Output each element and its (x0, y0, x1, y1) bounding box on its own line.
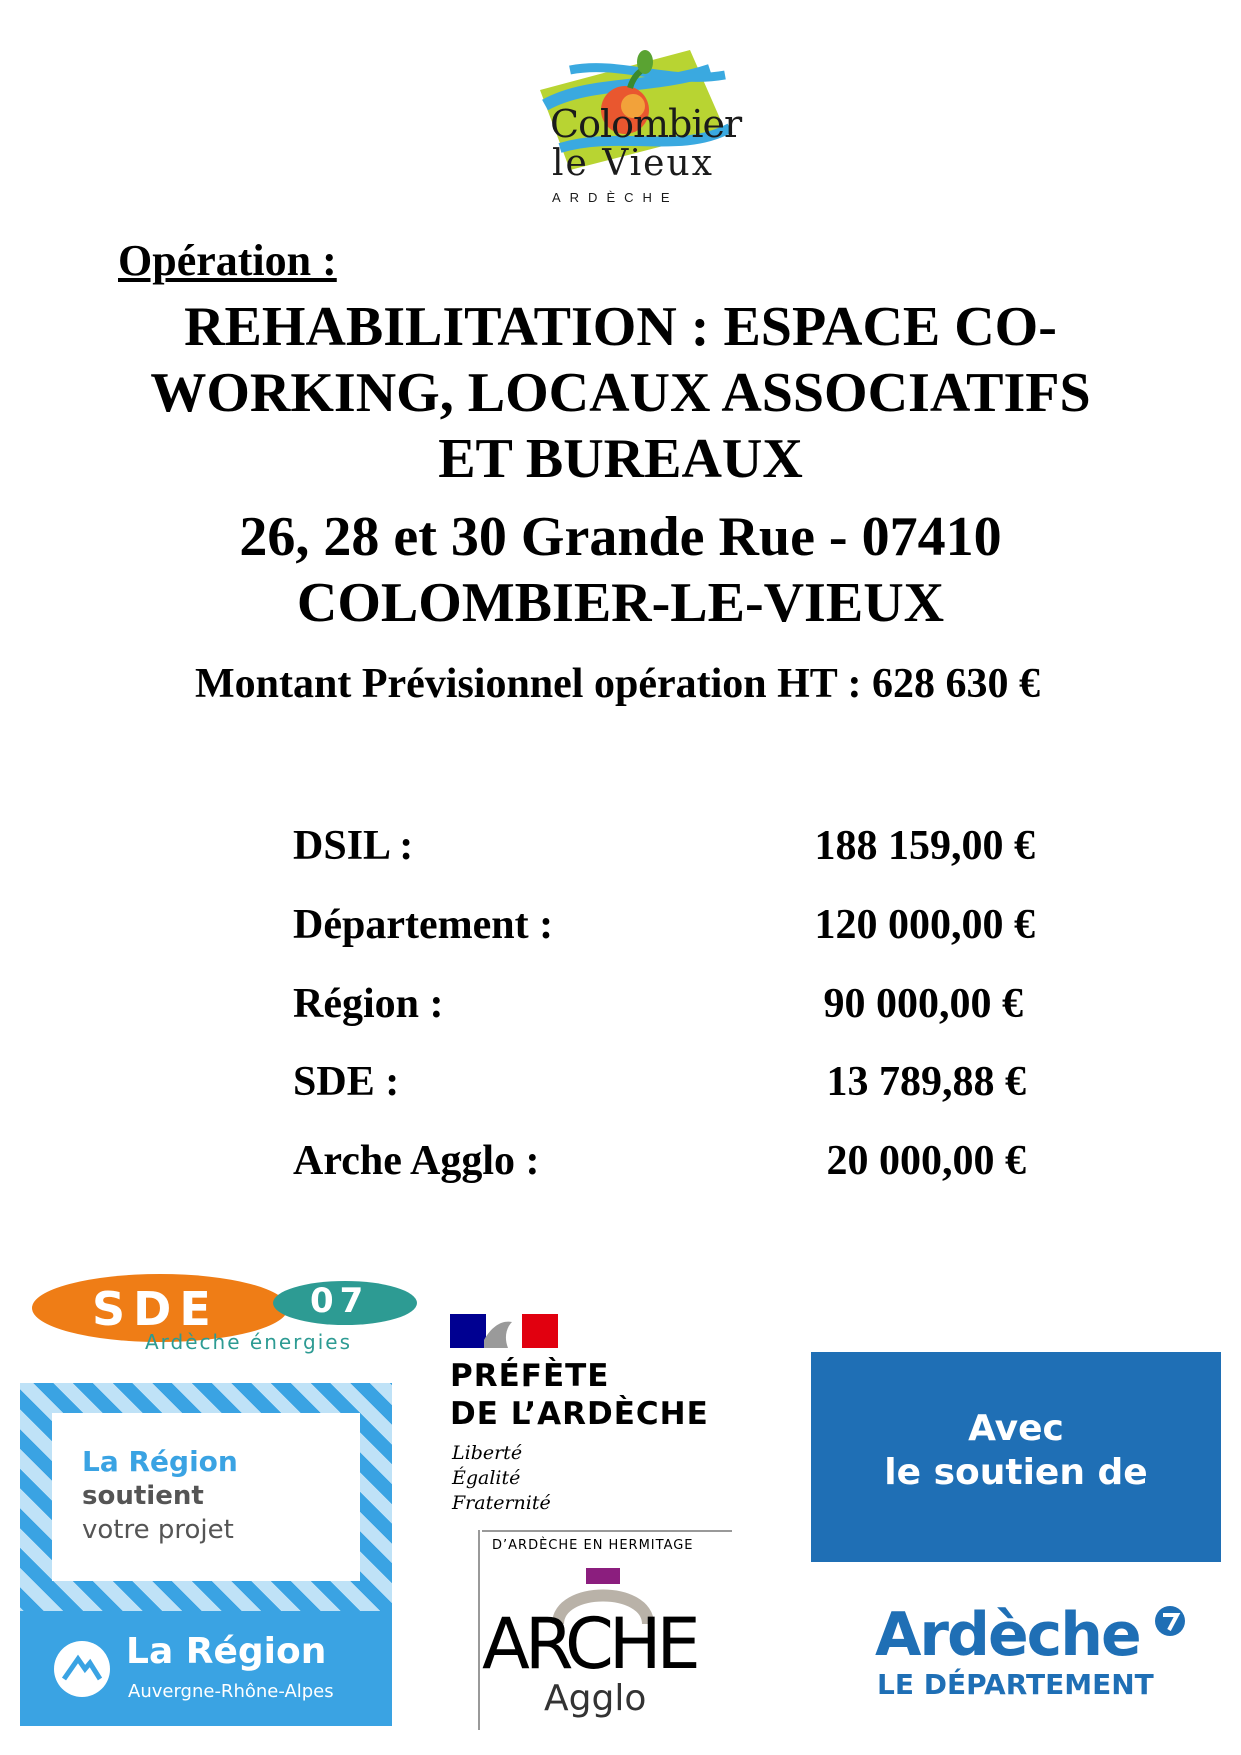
region-brand-name: La Région (126, 1631, 327, 1672)
motto-liberte: Liberté (452, 1442, 523, 1464)
funding-label-dsil: DSIL : (293, 823, 414, 869)
funding-value-sde: 13 789,88 € (826, 1059, 1026, 1105)
town-department: ARDÈCHE (552, 190, 679, 205)
support-banner (811, 1352, 1221, 1562)
region-mountain-icon (52, 1639, 112, 1699)
support-banner-line-1: Avec (968, 1408, 1064, 1449)
funding-value-departement: 120 000,00 € (814, 902, 1035, 948)
forecast-amount: Montant Prévisionnel opération HT : 628 630 € (195, 661, 1041, 707)
address-line-2: COLOMBIER-LE-VIEUX (296, 572, 945, 634)
funding-value-region: 90 000,00 € (823, 981, 1023, 1027)
arche-agglo-text: Agglo (544, 1678, 647, 1719)
region-message-line-1: La Région (82, 1445, 238, 1478)
prefet-logo (448, 1310, 748, 1520)
region-message-line-3: votre projet (82, 1515, 234, 1545)
funding-label-arche-agglo: Arche Agglo : (293, 1138, 540, 1184)
town-name-line2: le Vieux (552, 143, 714, 184)
funding-label-region: Région : (293, 981, 444, 1027)
funding-value-dsil: 188 159,00 € (814, 823, 1035, 869)
ardeche-07-icon (1153, 1604, 1187, 1638)
funding-label-sde: SDE : (293, 1059, 400, 1105)
arche-name: ARCHE (482, 1603, 696, 1685)
prefet-line-1: PRÉFÈTE (450, 1358, 610, 1394)
ardeche-departement-logo (875, 1600, 1195, 1700)
funding-value-arche-agglo: 20 000,00 € (826, 1138, 1026, 1184)
marianne-icon (450, 1310, 560, 1350)
operation-title-line-2: WORKING, LOCAUX ASSOCIATIFS (150, 362, 1091, 424)
operation-title-line-1: REHABILITATION : ESPACE CO- (184, 296, 1057, 358)
sde-logo-left-text: SDE (92, 1282, 219, 1336)
region-brand-subtitle: Auvergne-Rhône-Alpes (128, 1681, 334, 1702)
ardeche-subtitle: LE DÉPARTEMENT (877, 1668, 1154, 1701)
support-banner-line-2: le soutien de (884, 1452, 1148, 1493)
arche-agglo-logo (478, 1530, 738, 1730)
town-logo (530, 30, 740, 210)
arche-top-rule (482, 1530, 732, 1532)
arche-left-rule (478, 1530, 480, 1730)
prefet-line-2: DE L’ARDÈCHE (450, 1396, 709, 1432)
address-line-1: 26, 28 et 30 Grande Rue - 07410 (239, 506, 1002, 568)
operation-title-line-3: ET BUREAUX (438, 428, 803, 490)
sde-tagline: Ardèche énergies (145, 1330, 353, 1354)
sde-logo (30, 1268, 420, 1358)
sde-logo-right-text: 07 (310, 1281, 370, 1321)
arche-tagline: D’ARDÈCHE EN HERMITAGE (492, 1538, 694, 1553)
funding-label-departement: Département : (293, 902, 554, 948)
motto-egalite: Égalité (452, 1467, 521, 1489)
region-message-line-2: soutient (82, 1481, 204, 1511)
motto-fraternite: Fraternité (452, 1492, 551, 1514)
ardeche-name: Ardèche (875, 1600, 1140, 1670)
operation-label: Opération : (118, 236, 337, 285)
town-name-line1: Colombier (550, 102, 742, 146)
region-logo (20, 1383, 392, 1726)
